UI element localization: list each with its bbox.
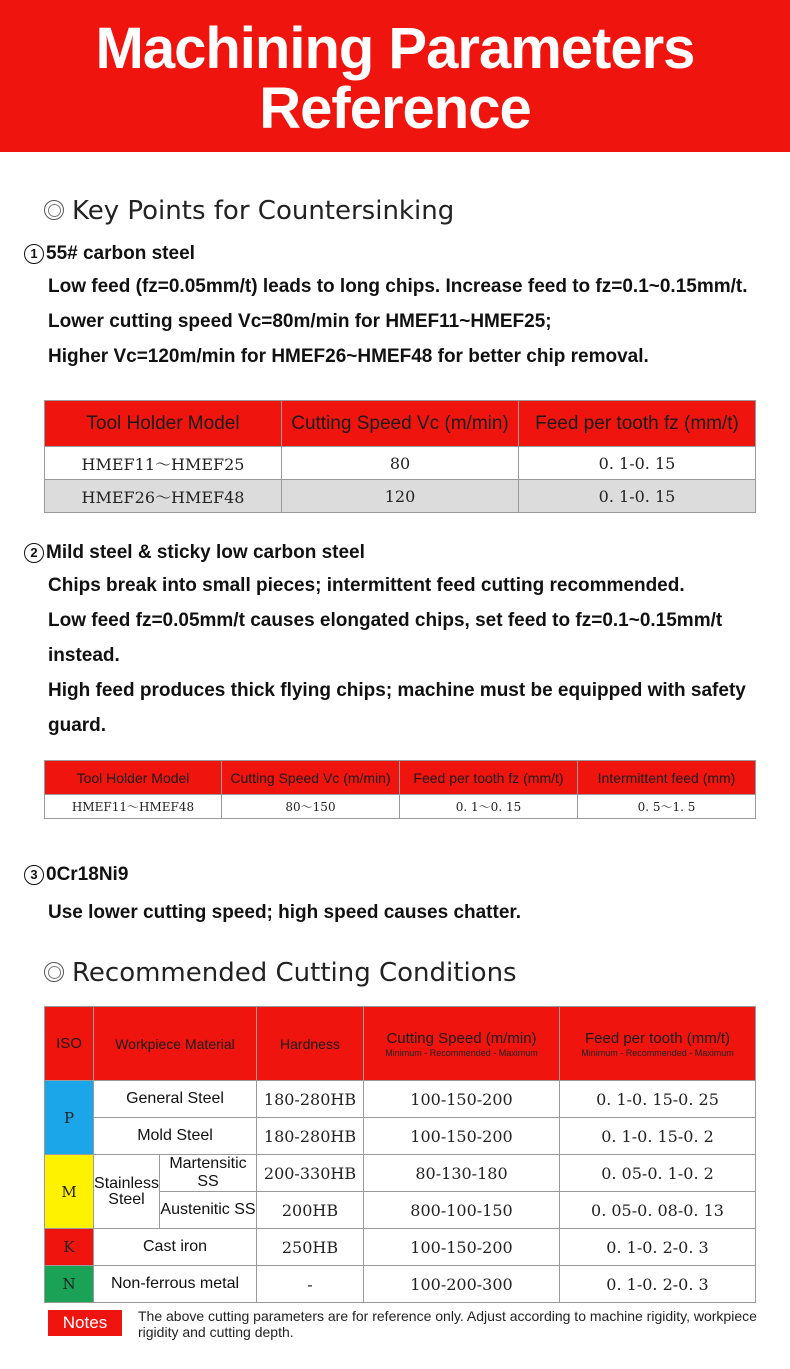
table-cell: 80～150 [222, 795, 400, 819]
speed-cell: 80-130-180 [364, 1155, 560, 1192]
section-heading-countersinking [44, 196, 454, 226]
header-cell: Cutting Speed Vc (m/min) [222, 761, 400, 795]
item-title-stainless [24, 864, 128, 886]
speed-cell: 100-150-200 [364, 1118, 560, 1155]
text-line: Use lower cutting speed; high speed causes chatter. [48, 902, 522, 923]
header-cell-feed [560, 1007, 756, 1081]
item-title-text: 55# carbon steel [46, 243, 195, 264]
table-row [45, 480, 756, 513]
mild-steel-table [44, 760, 756, 819]
item3-description [48, 895, 768, 930]
title-banner [0, 0, 790, 152]
item-title-mild-steel [24, 542, 365, 564]
speed-cell: 800-100-150 [364, 1192, 560, 1229]
feed-cell: 0. 05-0. 08-0. 13 [560, 1192, 756, 1229]
header-cell: Tool Holder Model [45, 761, 222, 795]
header-cell: Tool Holder Model [45, 401, 282, 447]
text-line: High feed produces thick flying chips; machine must be equipped with safety [48, 680, 746, 701]
hardness-cell: 200HB [257, 1192, 364, 1229]
text-line: Low feed (fz=0.05mm/t) leads to long chips. Increase feed to fz=0.1~0.15mm/t. [48, 276, 748, 297]
section-heading-cutting-conditions [44, 958, 517, 988]
material-cell: Austenitic SS [160, 1192, 257, 1229]
item-title-text: 0Cr18Ni9 [46, 864, 129, 885]
feed-cell: 0. 1-0. 15-0. 25 [560, 1081, 756, 1118]
material-group-cell: Stainless Steel [94, 1155, 160, 1229]
table-header-row [45, 401, 756, 447]
iso-cell-k: K [45, 1229, 94, 1266]
feed-cell: 0. 1-0. 2-0. 3 [560, 1266, 756, 1303]
carbon-steel-table [44, 400, 756, 513]
page-title-line2: Reference [259, 76, 531, 141]
material-cell: Cast iron [94, 1229, 257, 1266]
header-cell-material: Workpiece Material [94, 1007, 257, 1081]
item-title-text: Mild steel & sticky low carbon steel [46, 542, 365, 563]
table-row [45, 1229, 756, 1266]
header-cell: Intermittent feed (mm) [578, 761, 756, 795]
table-cell: 80 [282, 447, 519, 480]
table-row [45, 1155, 756, 1192]
table-row [45, 1118, 756, 1155]
text-line: Higher Vc=120m/min for HMEF26~HMEF48 for better chip removal. [48, 346, 649, 367]
item2-description [48, 568, 768, 743]
header-label: Feed per tooth (mm/t) [584, 1029, 731, 1047]
iso-cell-p: P [45, 1081, 94, 1155]
header-label: Cutting Speed (m/min) [386, 1029, 537, 1047]
text-line: guard. [48, 715, 107, 736]
table-cell: 120 [282, 480, 519, 513]
table-cell: 0. 5～1. 5 [578, 795, 756, 819]
hardness-cell: - [257, 1266, 364, 1303]
section-title: Key Points for Countersinking [72, 196, 455, 226]
speed-cell: 100-150-200 [364, 1229, 560, 1266]
header-cell: Feed per tooth fz (mm/t) [519, 401, 756, 447]
text-line: instead. [48, 645, 120, 666]
header-cell: Cutting Speed Vc (m/min) [282, 401, 519, 447]
double-circle-icon [44, 200, 64, 220]
table-row [45, 795, 756, 819]
material-cell: Non-ferrous metal [94, 1266, 257, 1303]
table-header-row [45, 761, 756, 795]
header-cell: Feed per tooth fz (mm/t) [400, 761, 578, 795]
header-sublabel: Minimum - Recommended - Maximum [581, 1047, 734, 1058]
item1-description [48, 269, 768, 374]
section-title: Recommended Cutting Conditions [72, 958, 517, 988]
text-line: Lower cutting speed Vc=80m/min for HMEF11~HMEF25; [48, 311, 552, 332]
table-cell: HMEF11～HMEF48 [45, 795, 222, 819]
table-row [45, 1266, 756, 1303]
double-circle-icon [44, 962, 64, 982]
text-line: Chips break into small pieces; intermittent feed cutting recommended. [48, 575, 685, 596]
page-title-line1: Machining Parameters [95, 16, 695, 81]
table-row [45, 1081, 756, 1118]
notes-text: The above cutting parameters are for reference only. Adjust according to machine rigidity, workpiece rigidity and cutting depth. [138, 1308, 757, 1340]
header-cell-speed [364, 1007, 560, 1081]
hardness-cell: 180-280HB [257, 1118, 364, 1155]
table-cell: 0. 1-0. 15 [519, 480, 756, 513]
header-sublabel: Minimum - Recommended - Maximum [385, 1047, 538, 1058]
cutting-conditions-table [44, 1006, 756, 1303]
circled-number-icon: 1 [24, 244, 44, 264]
iso-cell-n: N [45, 1266, 94, 1303]
feed-cell: 0. 1-0. 2-0. 3 [560, 1229, 756, 1266]
hardness-cell: 250HB [257, 1229, 364, 1266]
feed-cell: 0. 05-0. 1-0. 2 [560, 1155, 756, 1192]
table-cell: 0. 1～0. 15 [400, 795, 578, 819]
header-cell-iso: ISO [45, 1007, 94, 1081]
header-cell-hardness: Hardness [257, 1007, 364, 1081]
material-cell: General Steel [94, 1081, 257, 1118]
table-cell: HMEF26～HMEF48 [45, 480, 282, 513]
table-header-row [45, 1007, 756, 1081]
item-title-carbon-steel [24, 243, 195, 265]
material-cell: Mold Steel [94, 1118, 257, 1155]
iso-cell-m: M [45, 1155, 94, 1229]
hardness-cell: 200-330HB [257, 1155, 364, 1192]
speed-cell: 100-200-300 [364, 1266, 560, 1303]
notes-badge: Notes [48, 1310, 122, 1336]
feed-cell: 0. 1-0. 15-0. 2 [560, 1118, 756, 1155]
text-line: Low feed fz=0.05mm/t causes elongated chips, set feed to fz=0.1~0.15mm/t [48, 610, 723, 631]
hardness-cell: 180-280HB [257, 1081, 364, 1118]
circled-number-icon: 3 [24, 865, 44, 885]
speed-cell: 100-150-200 [364, 1081, 560, 1118]
circled-number-icon: 2 [24, 543, 44, 563]
table-cell: HMEF11～HMEF25 [45, 447, 282, 480]
table-row [45, 447, 756, 480]
table-cell: 0. 1-0. 15 [519, 447, 756, 480]
material-cell: Martensitic SS [160, 1155, 257, 1192]
